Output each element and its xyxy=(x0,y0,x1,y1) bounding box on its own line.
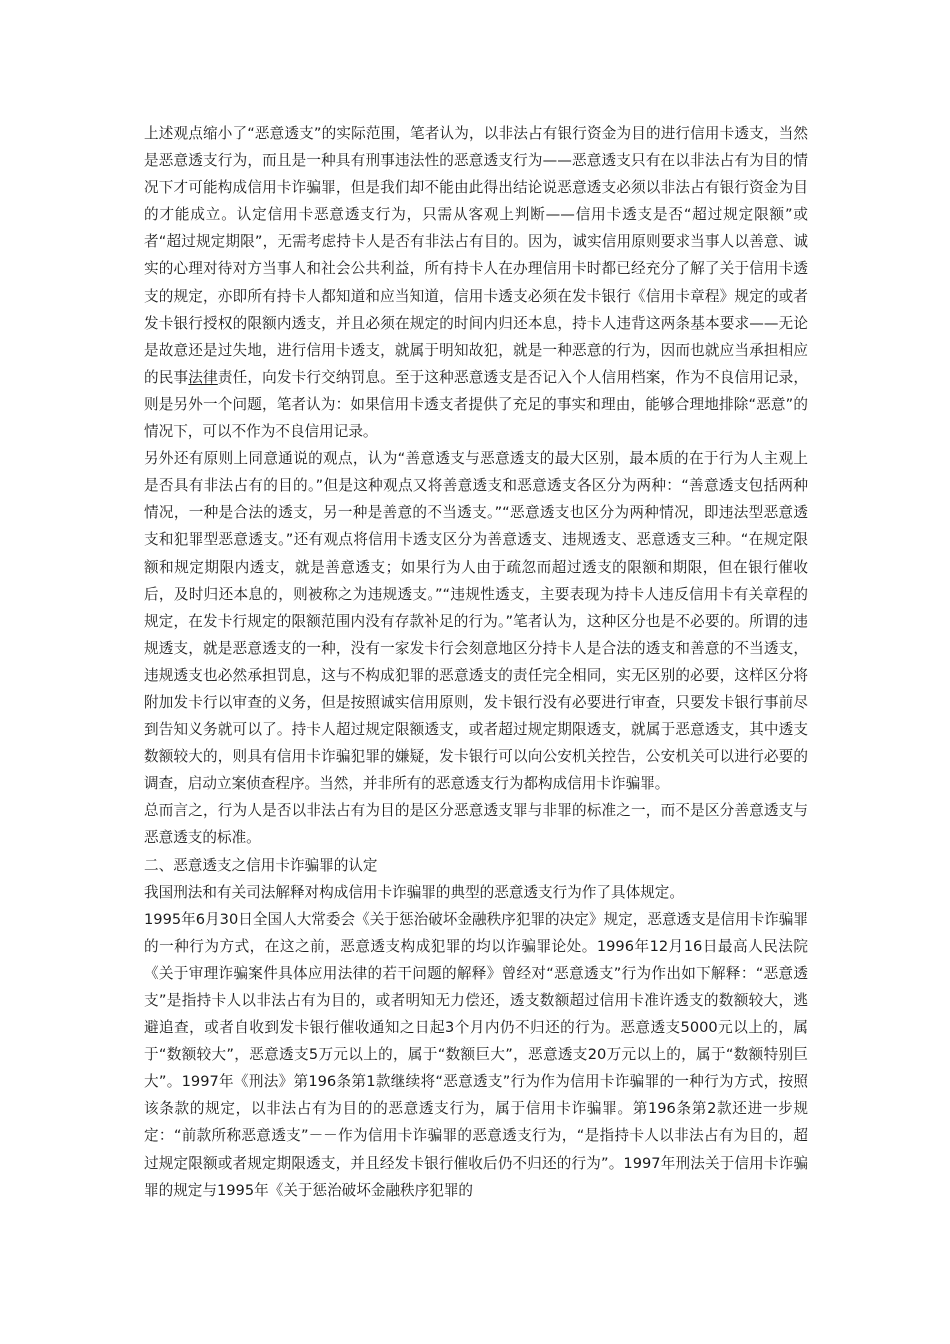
paragraph-2: 另外还有原则上同意通说的观点，认为“善意透支与恶意透支的最大区别，最本质的在于行为人主观上是否具有非法占有的目的。”但是这种观点又将善意透支和恶意透支各区分为两种：“善意透支包括两种情况，一种是合法的透支，另一种是善意的不当透支。”“恶意透支也区分为两种情况，即违法型恶意透支和犯罪型恶意透支。”还有观点将信用卡透支区分为善意透支、违规透支、恶意透支三种。“在规定限额和规定期限内透支，就是善意透支；如果行为人由于疏忽而超过透支的限额和期限，但在银行催收后，及时归还本息的，则被称之为违规透支。”“违规性透支，主要表现为持卡人违反信用卡有关章程的规定，在发卡行规定的限额范围内没有存款补足的行为。”笔者认为，这种区分也是不必要的。所谓的违规透支，就是恶意透支的一种，没有一家发卡行会刻意地区分持卡人是合法的透支和善意的不当透支，违规透支也必然承担罚息，这与不构成犯罪的恶意透支的责任完全相同，实无区别的必要，这样区分将附加发卡行以审查的义务，但是按照诚实信用原则，发卡银行没有必要进行审查，只要发卡银行事前尽到告知义务就可以了。持卡人超过规定限额透支，或者超过规定期限透支，就属于恶意透支，其中透支数额较大的，则具有信用卡诈骗犯罪的嫌疑，发卡银行可以向公安机关控告，公安机关可以进行必要的调查，启动立案侦查程序。当然，并非所有的恶意透支行为都构成信用卡诈骗罪。 xyxy=(144,450,808,793)
paragraph-3: 总而言之，行为人是否以非法占有为目的是区分恶意透支罪与非罪的标准之一，而不是区分善意透支与恶意透支的标准。 xyxy=(144,802,808,847)
document-page xyxy=(144,120,808,1204)
paragraph-1-text-after-link: 责任，向发卡行交纳罚息。至于这种恶意透支是否记入个人信用档案，作为不良信用记录，则是另外一个问题，笔者认为：如果信用卡透支者提供了充足的事实和理由，能够合理地排除“恶意”的情况下，可以不作为不良信用记录。 xyxy=(144,368,808,441)
paragraph-1 xyxy=(144,120,808,445)
section-heading: 二、恶意透支之信用卡诈骗罪的认定 xyxy=(144,856,378,874)
paragraph-4: 我国刑法和有关司法解释对构成信用卡诈骗罪的典型的恶意透支行为作了具体规定。 xyxy=(144,883,684,901)
paragraph-1-text-before-link: 上述观点缩小了“恶意透支”的实际范围，笔者认为，以非法占有银行资金为目的进行信用卡透支，当然是恶意透支行为，而且是一种具有刑事违法性的恶意透支行为——恶意透支只有在以非法占有为目的情况下才可能构成信用卡诈骗罪，但是我们却不能由此得出结论说恶意透支必须以非法占有银行资金为目的才能成立。认定信用卡恶意透支行为，只需从客观上判断——信用卡透支是否“超过规定限额”或者“超过规定期限”，无需考虑持卡人是否有非法占有目的。因为，诚实信用原则要求当事人以善意、诚实的心理对待对方当事人和社会公共利益，所有持卡人在办理信用卡时都已经充分了解了关于信用卡透支的规定，亦即所有持卡人都知道和应当知道，信用卡透支必须在发卡银行《信用卡章程》规定的或者发卡银行授权的限额内透支，并且必须在规定的时间内归还本息，持卡人违背这两条基本要求——无论是故意还是过失地，进行信用卡透支，就属于明知故犯，就是一种恶意的行为，因而也就应当承担相应的民事 xyxy=(144,125,808,386)
law-link[interactable]: 法律 xyxy=(188,368,218,386)
paragraph-5: 1995年6月30日全国人大常委会《关于惩治破坏金融秩序犯罪的决定》规定，恶意透支是信用卡诈骗罪的一种行为方式，在这之前，恶意透支构成犯罪的均以诈骗罪论处。1996年12月16日最高人民法院《关于审理诈骗案件具体应用法律的若干问题的解释》曾经对“恶意透支”行为作出如下解释：“恶意透支”是指持卡人以非法占有为目的，或者明知无力偿还，透支数额超过信用卡准许透支的数额较大，逃避追查，或者自收到发卡银行催收通知之日起3个月内仍不归还的行为。恶意透支5000元以上的，属于“数额较大”，恶意透支5万元以上的，属于“数额巨大”，恶意透支20万元以上的，属于“数额特别巨大”。1997年《刑法》第196条第1款继续将“恶意透支”行为作为信用卡诈骗罪的一种行为方式，按照该条款的规定，以非法占有为目的的恶意透支行为，属于信用卡诈骗罪。第196条第2款还进一步规定：“前款所称恶意透支”－－作为信用卡诈骗罪的恶意透支行为，“是指持卡人以非法占有为目的，超过规定限额或者规定期限透支，并且经发卡银行催收后仍不归还的行为”。1997年刑法关于信用卡诈骗罪的规定与1995年《关于惩治破坏金融秩序犯罪的 xyxy=(144,910,808,1199)
